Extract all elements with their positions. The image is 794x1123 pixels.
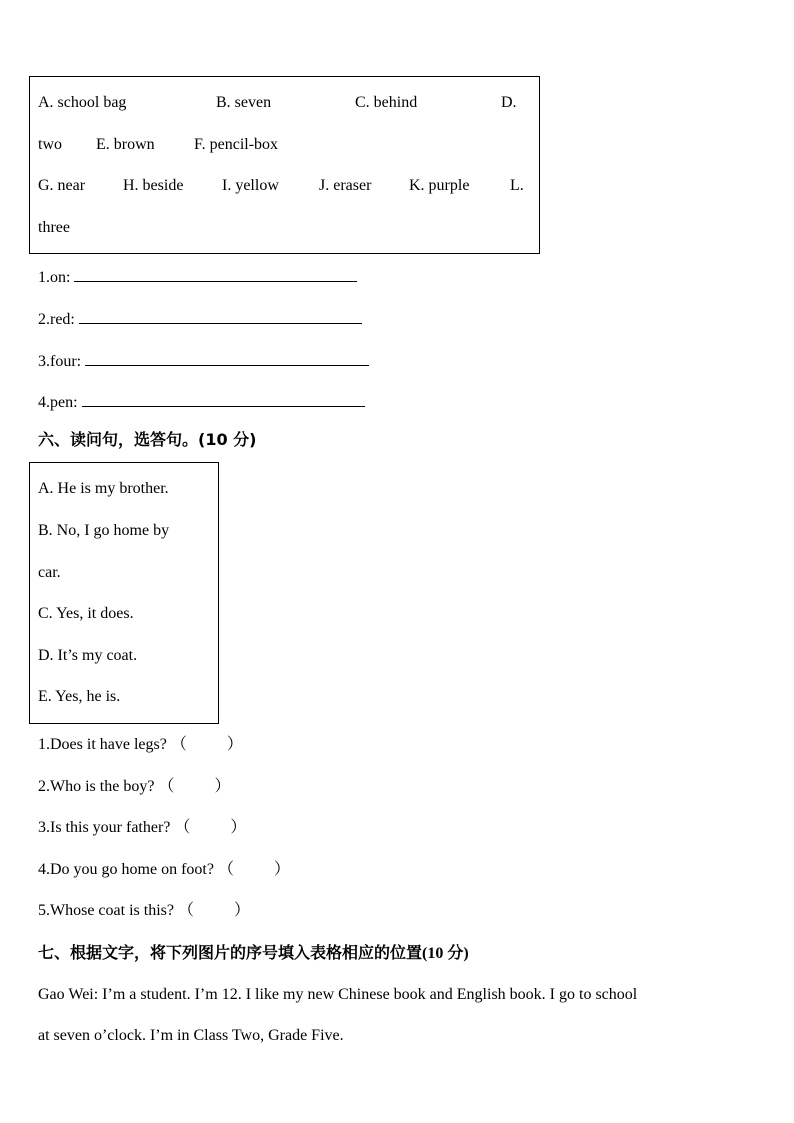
option-d-letter: D.	[501, 94, 517, 111]
option-l-letter: L.	[510, 177, 524, 194]
answer-paren-close: ）	[274, 861, 291, 878]
answer-paren-close: ）	[233, 902, 250, 919]
option-l-word: three	[38, 219, 70, 236]
answer-paren-open: （	[217, 861, 234, 878]
answer-paren-open: （	[170, 736, 187, 753]
fill-item-label: 1.on:	[38, 269, 71, 286]
answer-d: D. It’s my coat.	[38, 647, 138, 664]
question-4	[38, 862, 290, 878]
answer-paren-close: ）	[230, 819, 247, 836]
option-a: A. school bag	[38, 94, 127, 111]
option-b: B. seven	[216, 94, 272, 111]
option-h: H. beside	[123, 177, 184, 194]
section-7-score: (10 分)	[422, 945, 469, 962]
option-j: J. eraser	[319, 177, 372, 194]
option-c: C. behind	[355, 94, 418, 111]
answer-paren-close: ）	[226, 736, 243, 753]
answer-a: A. He is my brother.	[38, 480, 169, 497]
question-text: 5.Whose coat is this?	[38, 902, 174, 919]
passage-line-1: Gao Wei: I’m a student. I’m 12. I like my new Chinese book and English book. I go to school	[38, 986, 638, 1003]
answer-c: C. Yes, it does.	[38, 605, 134, 622]
answer-b-cont: car.	[38, 564, 61, 581]
option-f: F. pencil-box	[194, 136, 279, 153]
option-k: K. purple	[409, 177, 470, 194]
answer-paren-open: （	[158, 778, 175, 795]
section-7-title-text: 七、根据文字，将下列图片的序号填入表格相应的位置	[38, 943, 423, 962]
answer-line[interactable]	[85, 351, 369, 366]
question-text: 3.Is this your father?	[38, 819, 171, 836]
answer-line[interactable]	[79, 309, 362, 324]
answer-paren-open: （	[177, 902, 194, 919]
question-5	[38, 903, 250, 919]
section-6-title: 六、读问句，选答句。(10 分)	[38, 430, 257, 449]
answer-line[interactable]	[74, 267, 357, 282]
passage-line-2: at seven o’clock. I’m in Class Two, Grade Five.	[38, 1027, 344, 1044]
fill-item-label: 2.red:	[38, 311, 75, 328]
option-g: G. near	[38, 177, 86, 194]
fill-item-3	[38, 351, 369, 370]
answer-paren-open: （	[174, 819, 191, 836]
fill-item-2	[38, 309, 362, 328]
answer-paren-close: ）	[214, 778, 231, 795]
question-2	[38, 779, 230, 795]
question-text: 2.Who is the boy?	[38, 778, 155, 795]
question-text: 1.Does it have legs?	[38, 736, 167, 753]
fill-item-1	[38, 267, 357, 286]
question-3	[38, 820, 246, 836]
question-1	[38, 737, 243, 753]
section-7-title	[38, 945, 469, 962]
answer-e: E. Yes, he is.	[38, 688, 121, 705]
fill-item-label: 4.pen:	[38, 394, 78, 411]
answer-line[interactable]	[82, 392, 365, 407]
fill-item-label: 3.four:	[38, 353, 82, 370]
fill-item-4	[38, 392, 365, 411]
answer-b: B. No, I go home by	[38, 522, 170, 539]
answer-options-box	[29, 462, 219, 724]
option-e: E. brown	[96, 136, 155, 153]
option-d-word: two	[38, 136, 62, 153]
option-i: I. yellow	[222, 177, 279, 194]
question-text: 4.Do you go home on foot?	[38, 861, 214, 878]
